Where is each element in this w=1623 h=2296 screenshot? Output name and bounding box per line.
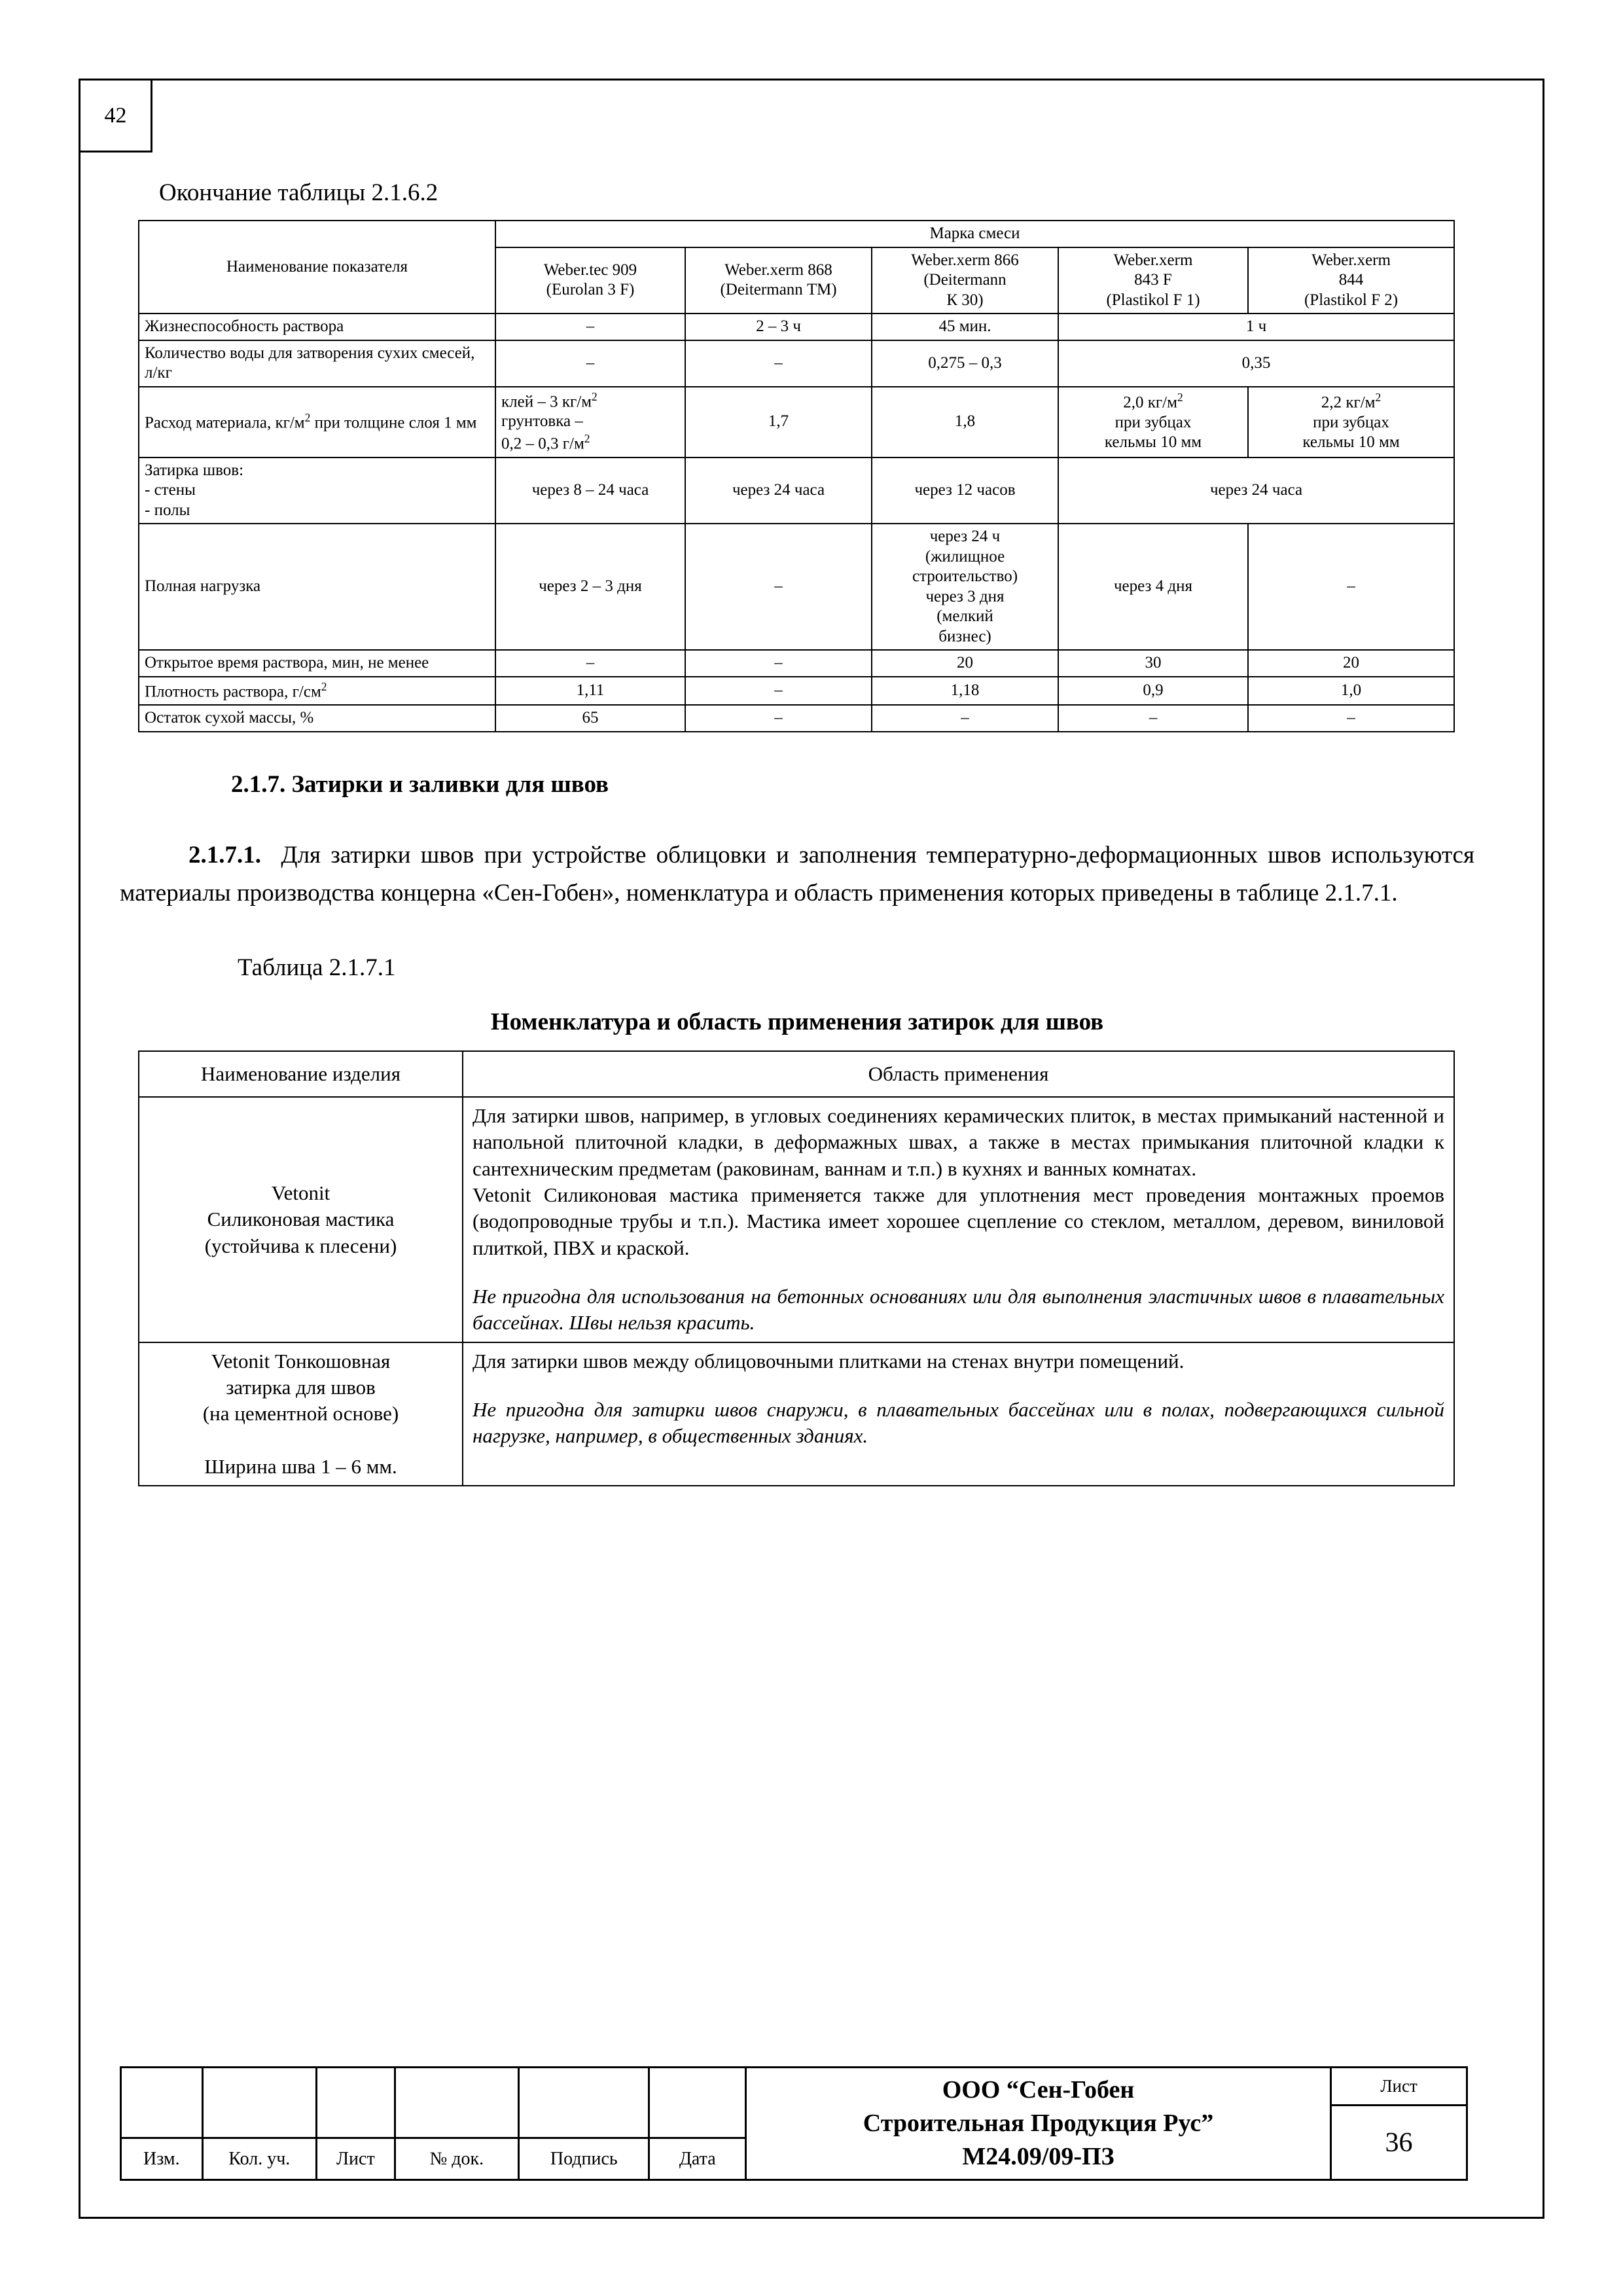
stamp-col-podpis: Подпись <box>520 2139 650 2179</box>
document-page <box>79 79 1544 2219</box>
cell-value: 30 <box>1058 650 1248 677</box>
cell-value: через 24 часа <box>685 457 872 524</box>
stamp-organization <box>747 2068 1332 2179</box>
cell-value: 0,275 – 0,3 <box>872 340 1058 387</box>
stamp-org-line-1: ООО “Сен-Гобен <box>942 2075 1135 2104</box>
cell-value: 1,8 <box>872 387 1058 457</box>
stamp-sheet-number: 36 <box>1385 2127 1413 2158</box>
row-label: Открытое время раствора, мин, не менее <box>139 650 495 677</box>
cell-value: – <box>495 650 685 677</box>
page-corner-number: 42 <box>104 103 127 128</box>
application-note: Не пригодна для затирки швов снаружи, в плавательных бассейнах или в полах, подвергающихся сильной нагрузке, например, в общественных зданиях. <box>473 1397 1444 1448</box>
stamp-empty-cell <box>317 2068 396 2137</box>
cell-value: 1,18 <box>872 677 1058 706</box>
stamp-sheet-block <box>1332 2068 1466 2179</box>
cell-value: – <box>1248 524 1454 650</box>
table-row <box>139 340 1454 387</box>
cell-value: 20 <box>1248 650 1454 677</box>
cell-value: 20 <box>872 650 1058 677</box>
cell-value: 1 ч <box>1058 314 1454 340</box>
cell-value: 1,11 <box>495 677 685 706</box>
page-corner-number-box <box>80 81 152 152</box>
table-header-row <box>139 1051 1454 1097</box>
row-label: Остаток сухой массы, % <box>139 705 495 732</box>
cell-value: через 2 – 3 дня <box>495 524 685 650</box>
stamp-empty-cell <box>650 2068 745 2137</box>
application-paragraph: Для затирки швов между облицовочными плитками на стенах внутри помещений. <box>473 1349 1185 1372</box>
row-application <box>463 1342 1454 1486</box>
application-note: Не пригодна для использования на бетонных основаниях или для выполнения эластичных швов в плавательных бассейнах. Швы нельзя красить. <box>473 1284 1444 1335</box>
cell-value: – <box>685 524 872 650</box>
paragraph-number: 2.1.7.1. <box>188 841 261 869</box>
row-label: Затирка швов: - стены - полы <box>139 457 495 524</box>
page-content <box>120 179 1474 1486</box>
stamp-empty-cell <box>520 2068 650 2137</box>
header-cell-product-4: Weber.xerm 843 F (Plastikol F 1) <box>1058 247 1248 314</box>
cell-value: – <box>685 677 872 706</box>
application-paragraph: Для затирки швов, например, в угловых соединениях керамических плиток, в местах примыканий настенной и напольной плиточной кладки, в деформажных швах, а также в местах примыкания плиточной кладки к сантехническим предметам (раковинам, ваннам и т.п.) в кухнях и ванных комнатах. <box>473 1104 1444 1180</box>
row-label: Количество воды для затворения сухих смесей, л/кг <box>139 340 495 387</box>
cell-value: – <box>1058 705 1248 732</box>
table-2-1-6-2 <box>138 220 1455 732</box>
cell-value: – <box>685 340 872 387</box>
stamp-org-line-3: М24.09/09-ПЗ <box>962 2143 1115 2171</box>
row-label: Плотность раствора, $г/см^2$ <box>139 677 495 706</box>
header-cell-indicator: Наименование показателя <box>139 221 495 314</box>
cell-value: – <box>495 314 685 340</box>
table-row <box>139 1342 1454 1486</box>
cell-value: – <box>495 340 685 387</box>
cell-value: 65 <box>495 705 685 732</box>
table-row <box>139 705 1454 732</box>
stamp-col-list: Лист <box>317 2139 396 2179</box>
header-cell-product-5: Weber.xerm 844 (Plastikol F 2) <box>1248 247 1454 314</box>
header-cell-application: Область применения <box>463 1051 1454 1097</box>
table-row <box>139 1097 1454 1342</box>
cell-value: – <box>872 705 1058 732</box>
stamp-col-izm: Изм. <box>122 2139 204 2179</box>
stamp-header-row <box>122 2137 745 2179</box>
header-cell-product-1: Weber.tec 909 (Eurolan 3 F) <box>495 247 685 314</box>
cell-value: 2,0 $кг/м^2$ при зубцах кельмы 10 мм <box>1058 387 1248 457</box>
row-label: Жизнеспособность раствора <box>139 314 495 340</box>
stamp-col-kol-uch: Кол. уч. <box>204 2139 317 2179</box>
cell-value: через 8 – 24 часа <box>495 457 685 524</box>
table-row <box>139 677 1454 706</box>
table-2-1-7-1-label: Таблица 2.1.7.1 <box>238 954 396 981</box>
row-product-name: Vetonit Силиконовая мастика (устойчива к плесени) <box>139 1097 463 1342</box>
table-header-row-1 <box>139 221 1454 247</box>
spacer <box>473 1261 1444 1283</box>
stamp-empty-cell <box>204 2068 317 2137</box>
stamp-empty-cell <box>396 2068 520 2137</box>
spacer <box>473 1374 1444 1397</box>
stamp-left-grid <box>122 2068 747 2179</box>
cell-value: 1,7 <box>685 387 872 457</box>
stamp-org-line-2: Строительная Продукция Рус” <box>863 2109 1214 2137</box>
cell-value: 0,9 <box>1058 677 1248 706</box>
row-product-name: Vetonit Тонкошовная затирка для швов (на цементной основе) Ширина шва 1 – 6 мм. <box>139 1342 463 1486</box>
section-heading: 2.1.7. Затирки и заливки для швов <box>231 770 609 798</box>
cell-value: 2,2 $кг/м^2$ при зубцах кельмы 10 мм <box>1248 387 1454 457</box>
cell-value: через 24 ч (жилищное строительство) через 3 дня (мелкий бизнес) <box>872 524 1058 650</box>
header-cell-product-name: Наименование изделия <box>139 1051 463 1097</box>
table-row <box>139 314 1454 340</box>
header-cell-product-3: Weber.xerm 866 (Deitermann К 30) <box>872 247 1058 314</box>
table-2-1-7-1 <box>138 1050 1455 1486</box>
cell-value: – <box>1248 705 1454 732</box>
header-cell-product-2: Weber.xerm 868 (Deitermann ТМ) <box>685 247 872 314</box>
stamp-sheet-label: Лист <box>1332 2068 1466 2106</box>
title-block-stamp <box>120 2066 1468 2181</box>
row-label: Полная нагрузка <box>139 524 495 650</box>
cell-value: – <box>685 650 872 677</box>
section-paragraph <box>120 836 1474 913</box>
cell-value: 0,35 <box>1058 340 1454 387</box>
application-paragraph: Vetonit Силиконовая мастика применяется также для уплотнения мест проведения монтажных проемов (водопроводные трубы и т.п.). Мастика имеет хорошее сцепление со стеклом, металлом, деревом, виниловой плиткой, ПВХ и краской. <box>473 1183 1444 1259</box>
cell-value: 1,0 <box>1248 677 1454 706</box>
cell-value: через 24 часа <box>1058 457 1454 524</box>
cell-value: через 4 дня <box>1058 524 1248 650</box>
stamp-col-nomer-dok: № док. <box>396 2139 520 2179</box>
table-continuation-label: Окончание таблицы 2.1.6.2 <box>159 179 438 206</box>
stamp-empty-row <box>122 2068 745 2137</box>
header-cell-group: Марка смеси <box>495 221 1454 247</box>
table-row <box>139 650 1454 677</box>
stamp-empty-cell <box>122 2068 204 2137</box>
table-row <box>139 457 1454 524</box>
row-application <box>463 1097 1454 1342</box>
paragraph-text: Для затирки швов при устройстве облицовки и заполнения температурно-деформационных швов используются материалы производства концерна «Сен-Гобен», номенклатура и область применения которых приведены в таблице 2.1.7.1. <box>120 841 1475 907</box>
cell-value: клей – 3 $кг/м^2$ грунтовка – 0,2 – 0,3 $г/м^2$ <box>495 387 685 457</box>
table-row <box>139 387 1454 457</box>
cell-value: 45 мин. <box>872 314 1058 340</box>
cell-value: – <box>685 705 872 732</box>
row-label: Расход материала, $кг/м^2$ при толщине слоя 1 мм <box>139 387 495 457</box>
table-row <box>139 524 1454 650</box>
table-2-1-7-1-title: Номенклатура и область применения затирок для швов <box>490 1008 1104 1035</box>
cell-value: через 12 часов <box>872 457 1058 524</box>
stamp-col-data: Дата <box>679 2148 716 2169</box>
cell-value: 2 – 3 ч <box>685 314 872 340</box>
